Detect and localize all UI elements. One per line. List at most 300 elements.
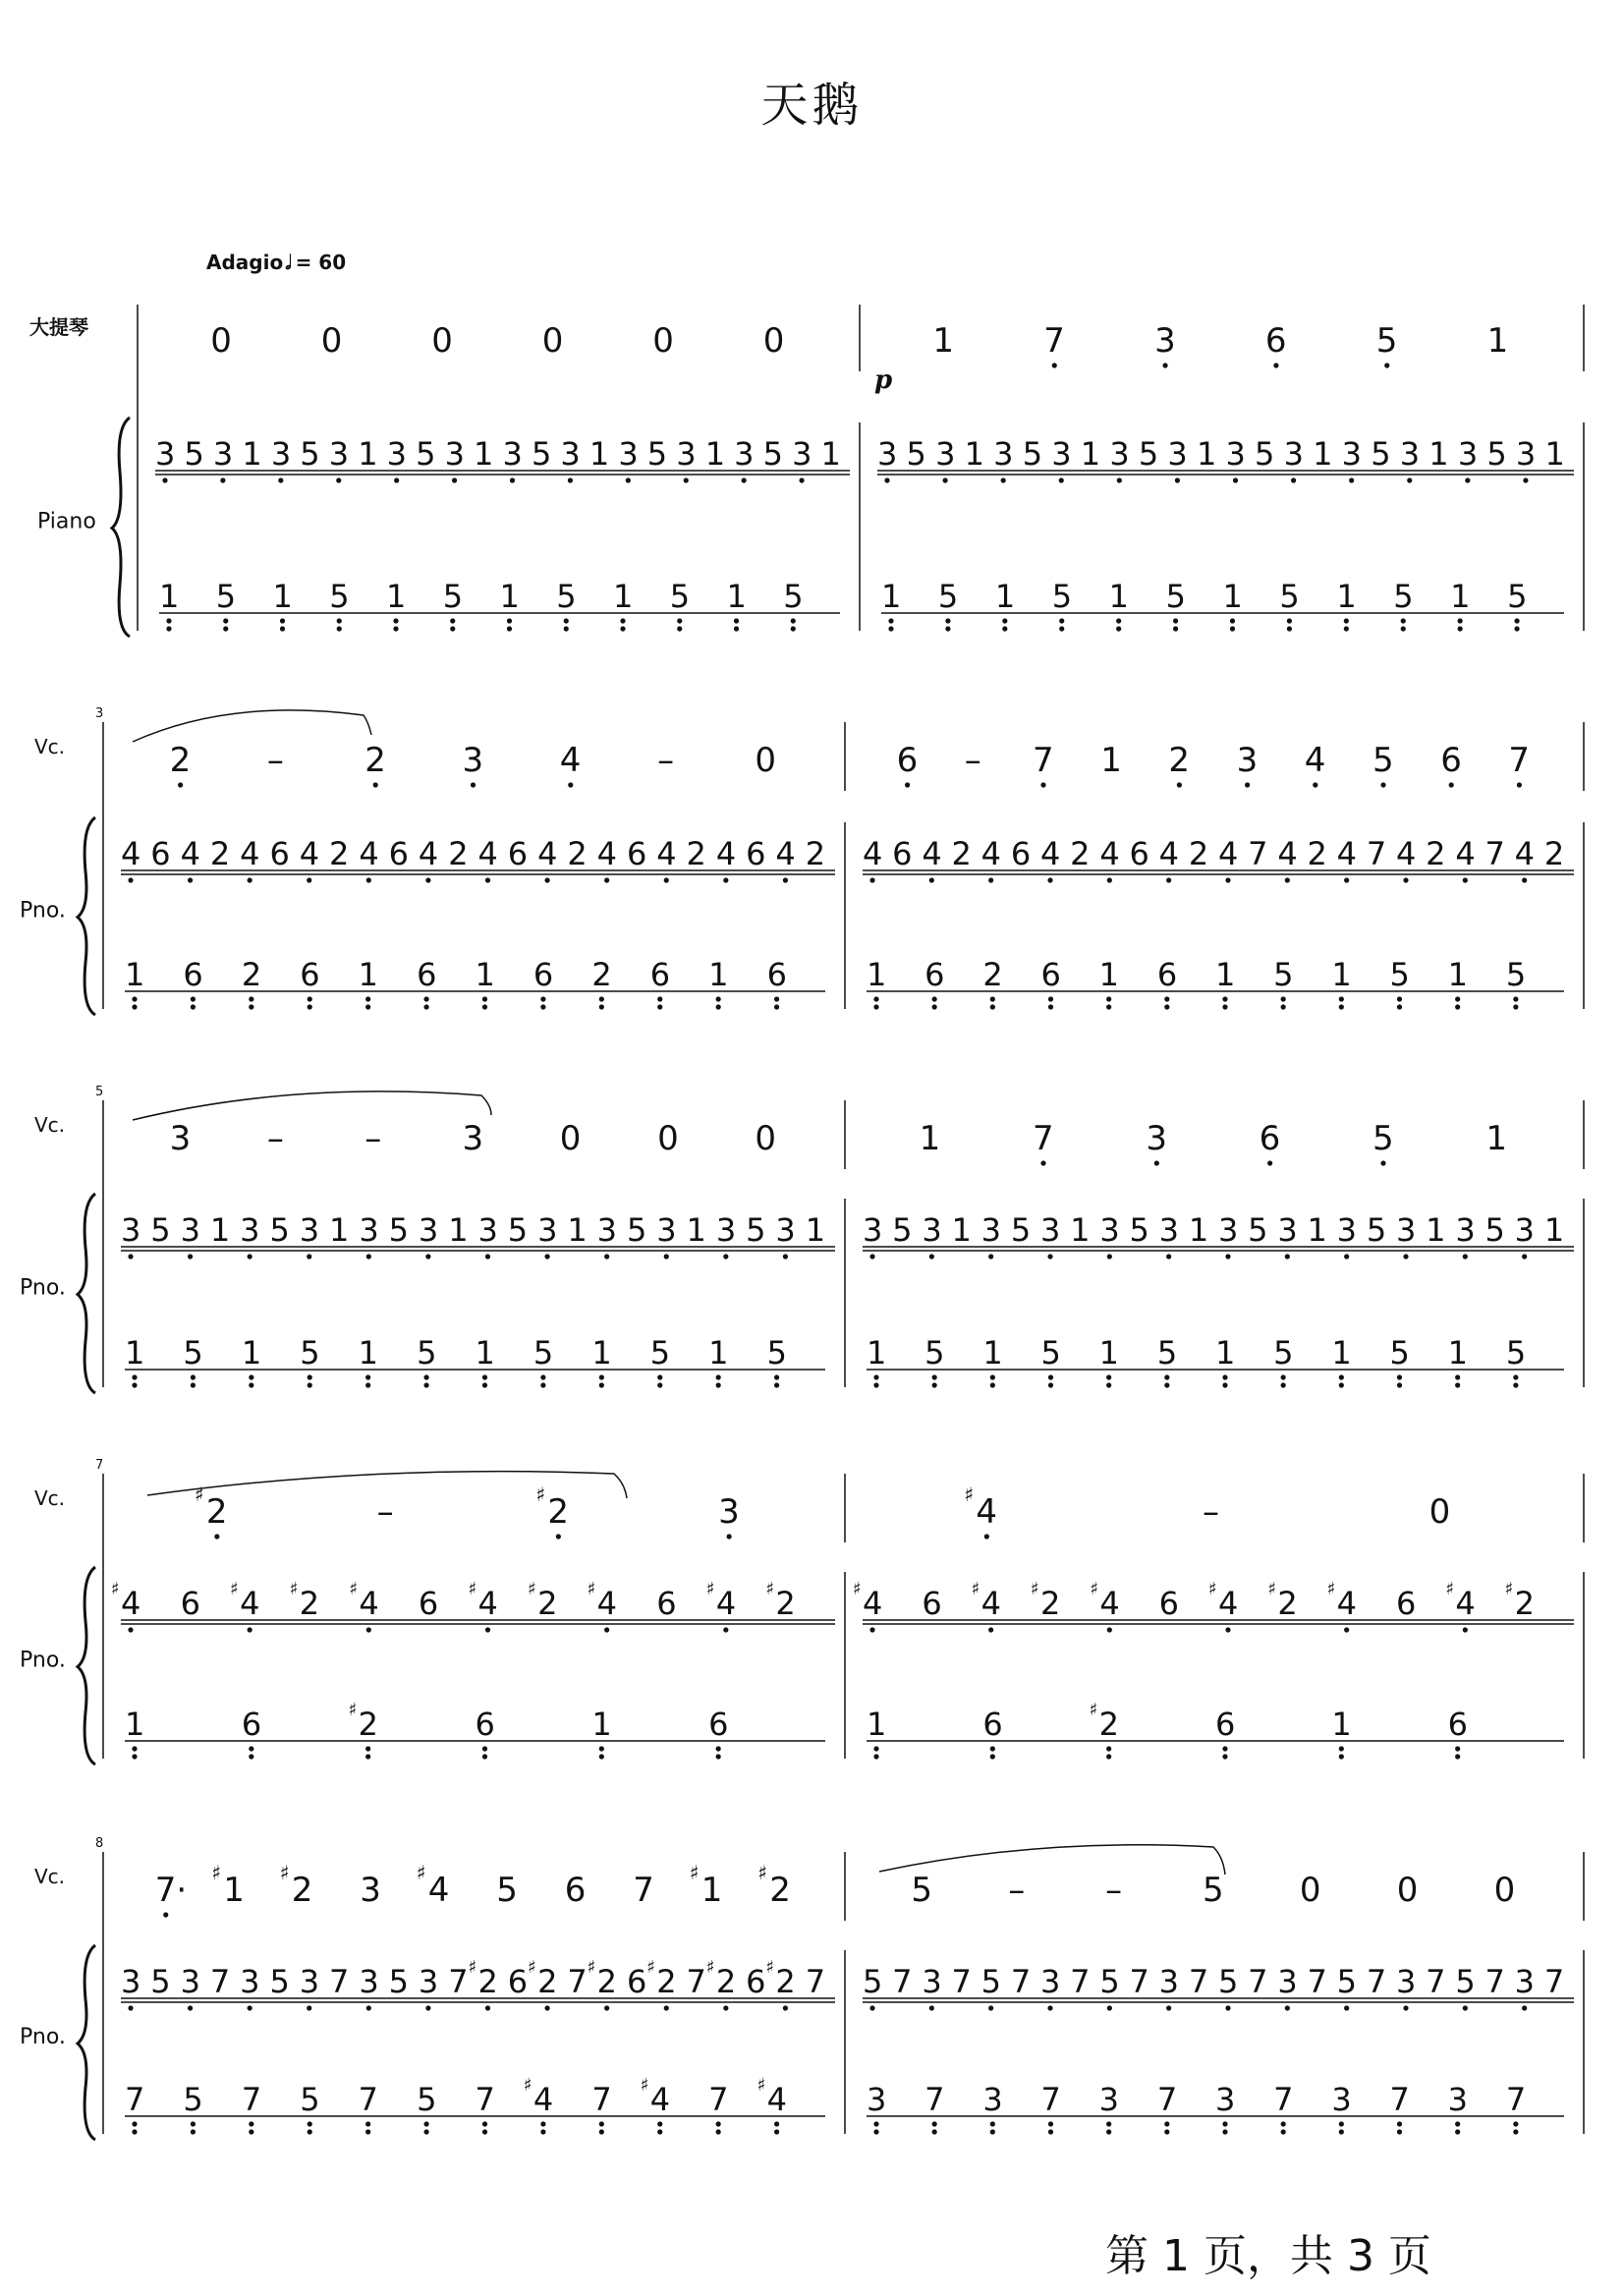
- low-octave-dot: [365, 2121, 370, 2126]
- piano-rh-note: 3: [1099, 1211, 1120, 1249]
- low-octave-dot: [873, 1382, 878, 1387]
- low-octave-dot: [365, 1004, 370, 1009]
- low-octave-dot: [1225, 1627, 1230, 1632]
- piano-rh-note: 7: [1188, 1963, 1209, 2000]
- low-octave-dot: [1401, 618, 1406, 623]
- piano-lh-note: 6: [532, 956, 554, 993]
- piano-rh-note: 2: [686, 835, 706, 872]
- piano-lh-note: 5: [937, 578, 959, 615]
- low-octave-dot: [888, 618, 893, 623]
- low-octave-dot: [540, 2129, 545, 2134]
- piano-rh-note: 6: [1158, 1585, 1180, 1622]
- low-octave-dot: [249, 1382, 253, 1387]
- low-octave-dot: [423, 1004, 428, 1009]
- low-octave-dot: [1463, 1254, 1468, 1259]
- sustain-dash: –: [266, 1119, 284, 1158]
- low-octave-dot: [1116, 626, 1121, 631]
- low-octave-dot: [1281, 2129, 1286, 2134]
- low-octave-dot: [1166, 2005, 1171, 2010]
- piano-rh-note: 4: [1099, 835, 1120, 872]
- low-octave-dot: [485, 2005, 490, 2010]
- low-octave-dot: [482, 1004, 487, 1009]
- piano-lh-note: 1: [499, 578, 520, 615]
- piano-lh-note: 1: [726, 578, 747, 615]
- low-octave-dot: [1162, 363, 1167, 367]
- piano-rh-note: 6: [180, 1585, 200, 1622]
- piano-label: Piano: [37, 509, 96, 534]
- low-octave-dot: [727, 1534, 732, 1539]
- cello-note: 7: [1033, 1119, 1054, 1158]
- piano-rh-note: 3: [1455, 1211, 1476, 1249]
- piano-rh-note: 5: [1138, 435, 1159, 473]
- low-octave-dot: [540, 1004, 545, 1009]
- cello-note: 3: [718, 1492, 740, 1532]
- piano-lh-note: 6: [1156, 956, 1178, 993]
- piano-rh-note: 2: [1543, 835, 1565, 872]
- piano-rh-note: 4: [240, 835, 260, 872]
- piano-rh-note: 5: [1455, 1963, 1476, 2000]
- piano-rh-note: 4: [863, 1585, 883, 1622]
- low-octave-dot: [599, 2129, 604, 2134]
- piano-rh-note: 5: [1484, 1211, 1505, 1249]
- low-octave-dot: [1281, 1382, 1286, 1387]
- piano-rh-note: 1: [951, 1211, 972, 1249]
- piano-rh-note: 5: [1336, 1963, 1358, 2000]
- low-octave-dot: [664, 1254, 669, 1259]
- piano-lh-note: 1: [1108, 578, 1130, 615]
- low-octave-dot: [664, 877, 669, 882]
- piano-rh-note: 6: [746, 835, 766, 872]
- piano-rh-note: 4: [1455, 1585, 1476, 1622]
- low-octave-dot: [450, 618, 455, 623]
- piano-lh-note: 7: [1273, 2081, 1294, 2118]
- low-octave-dot: [248, 1254, 252, 1259]
- piano-lh-note: 5: [556, 578, 577, 615]
- low-octave-dot: [716, 1382, 721, 1387]
- slur: [133, 1092, 491, 1120]
- piano-rh-note: 5: [906, 435, 926, 473]
- cello-note: 4: [427, 1871, 450, 1910]
- low-octave-dot: [716, 1746, 721, 1751]
- piano-rh-note: 3: [1283, 435, 1304, 473]
- low-octave-dot: [657, 1004, 662, 1009]
- piano-lh-note: 1: [1336, 578, 1357, 615]
- piano-rh-note: 6: [746, 1963, 766, 2000]
- piano-lh-note: 7: [1389, 2081, 1410, 2118]
- low-octave-dot: [1285, 877, 1290, 882]
- cello-note: 6: [1264, 321, 1287, 361]
- low-octave-dot: [1455, 2121, 1460, 2126]
- low-octave-dot: [990, 1754, 995, 1759]
- piano-lh-note: 7: [241, 2081, 262, 2118]
- low-octave-dot: [599, 1754, 604, 1759]
- low-octave-dot: [1403, 877, 1408, 882]
- low-octave-dot: [604, 1627, 609, 1632]
- low-octave-dot: [1225, 1254, 1230, 1259]
- sharp-sign: ♯: [468, 1957, 477, 1978]
- piano-rh-note: 3: [299, 1963, 320, 2000]
- low-octave-dot: [988, 1627, 993, 1632]
- low-octave-dot: [1403, 1254, 1408, 1259]
- piano-lh-note: 5: [1156, 1334, 1178, 1371]
- piano-lh-note: 1: [1215, 1334, 1236, 1371]
- piano-rh-note: 2: [567, 835, 588, 872]
- piano-rh-note: 6: [1396, 1585, 1417, 1622]
- low-octave-dot: [599, 1746, 604, 1751]
- piano-rh-note: 4: [359, 1585, 379, 1622]
- low-octave-dot: [1513, 996, 1518, 1001]
- low-octave-dot: [1052, 363, 1057, 367]
- piano-rh-note: 3: [444, 435, 465, 473]
- low-octave-dot: [1407, 477, 1412, 482]
- low-octave-dot: [544, 2005, 549, 2010]
- cello-note: 0: [559, 1119, 582, 1158]
- low-octave-dot: [1267, 1160, 1272, 1165]
- low-octave-dot: [132, 1754, 137, 1759]
- cello-note: 3: [462, 1119, 484, 1158]
- piano-rh-note: 3: [212, 435, 234, 473]
- sustain-dash: –: [1105, 1871, 1123, 1910]
- piano-rh-note: 2: [805, 835, 826, 872]
- piano-lh-note: 3: [1215, 2081, 1236, 2118]
- piano-lh-note: 7: [1505, 2081, 1527, 2118]
- sustain-dash: –: [1008, 1871, 1026, 1910]
- low-octave-dot: [1349, 477, 1354, 482]
- piano-rh-note: 3: [734, 435, 755, 473]
- low-octave-dot: [1344, 2005, 1349, 2010]
- low-octave-dot: [657, 2121, 662, 2126]
- low-octave-dot: [657, 2129, 662, 2134]
- piano-rh-note: 3: [1514, 1211, 1536, 1249]
- piano-lh-note: 5: [1505, 956, 1527, 993]
- sharp-sign: ♯: [1208, 1579, 1217, 1599]
- low-octave-dot: [132, 996, 137, 1001]
- low-octave-dot: [425, 1254, 430, 1259]
- piano-rh-note: 3: [1341, 435, 1363, 473]
- cello-note: 7: [633, 1871, 654, 1910]
- piano-rh-note: 2: [1188, 835, 1209, 872]
- low-octave-dot: [1059, 618, 1064, 623]
- piano-rh-note: 4: [863, 835, 883, 872]
- piano-rh-note: 3: [155, 435, 176, 473]
- cello-note: 1: [700, 1871, 723, 1910]
- low-octave-dot: [774, 1382, 779, 1387]
- low-octave-dot: [626, 477, 631, 482]
- low-octave-dot: [990, 1004, 995, 1009]
- cello-note: 0: [431, 321, 453, 361]
- piano-label: Pno.: [20, 1275, 66, 1301]
- piano-lh-note: 1: [613, 578, 634, 615]
- low-octave-dot: [990, 2129, 995, 2134]
- low-octave-dot: [604, 877, 609, 882]
- low-octave-dot: [540, 2121, 545, 2126]
- piano-lh-note: 6: [924, 956, 945, 993]
- low-octave-dot: [564, 618, 569, 623]
- piano-lh-note: 5: [1279, 578, 1300, 615]
- low-octave-dot: [1339, 2121, 1344, 2126]
- piano-lh-note: 1: [708, 1334, 729, 1371]
- low-octave-dot: [1230, 618, 1235, 623]
- low-octave-dot: [723, 1627, 728, 1632]
- sharp-sign: ♯: [230, 1579, 239, 1599]
- piano-lh-note: 5: [1389, 1334, 1410, 1371]
- piano-lh-note: 5: [532, 1334, 554, 1371]
- dynamic-marking: p: [874, 365, 893, 395]
- low-octave-dot: [932, 1004, 937, 1009]
- low-octave-dot: [1222, 1754, 1227, 1759]
- cello-note: 1: [223, 1871, 245, 1910]
- piano-lh-note: 1: [1098, 956, 1120, 993]
- low-octave-dot: [1222, 1374, 1227, 1379]
- piano-lh-note: 5: [215, 578, 237, 615]
- piano-lh-note: 1: [125, 956, 145, 993]
- piano-lh-note: 1: [125, 1706, 145, 1743]
- piano-lh-note: 5: [300, 2081, 320, 2118]
- low-octave-dot: [869, 2005, 874, 2010]
- sharp-sign: ♯: [587, 1957, 596, 1978]
- piano-rh-note: 5: [1255, 435, 1275, 473]
- low-octave-dot: [1106, 1382, 1111, 1387]
- low-octave-dot: [1339, 1374, 1344, 1379]
- low-octave-dot: [1403, 2005, 1408, 2010]
- piano-rh-note: 4: [1514, 835, 1536, 872]
- piano-rh-note: 4: [656, 835, 677, 872]
- piano-rh-note: 5: [626, 1211, 647, 1249]
- low-octave-dot: [1522, 1254, 1527, 1259]
- piano-rh-note: 7: [1070, 1963, 1091, 2000]
- piano-rh-note: 2: [537, 1585, 558, 1622]
- piano-rh-note: 3: [560, 435, 581, 473]
- piano-rh-note: 3: [775, 1211, 796, 1249]
- cello-note: 5: [911, 1871, 933, 1910]
- low-octave-dot: [485, 1627, 490, 1632]
- piano-lh-note: 1: [994, 578, 1016, 615]
- low-octave-dot: [774, 1004, 779, 1009]
- low-octave-dot: [1344, 626, 1349, 631]
- piano-lh-note: 3: [1331, 2081, 1352, 2118]
- low-octave-dot: [308, 2121, 312, 2126]
- low-octave-dot: [677, 618, 682, 623]
- low-octave-dot: [510, 477, 515, 482]
- low-octave-dot: [1107, 1627, 1112, 1632]
- low-octave-dot: [1222, 1746, 1227, 1751]
- low-octave-dot: [1397, 1004, 1402, 1009]
- piano-lh-note: 6: [982, 1706, 1003, 1743]
- sustain-dash: –: [1203, 1492, 1219, 1532]
- low-octave-dot: [1225, 2005, 1230, 2010]
- low-octave-dot: [450, 626, 455, 631]
- low-octave-dot: [308, 1004, 312, 1009]
- low-octave-dot: [888, 626, 893, 631]
- piano-rh-note: 2: [775, 1963, 796, 2000]
- low-octave-dot: [162, 477, 167, 482]
- piano-lh-note: 3: [1098, 2081, 1120, 2118]
- low-octave-dot: [783, 877, 788, 882]
- piano-rh-note: 4: [1158, 835, 1180, 872]
- piano-rh-note: 3: [715, 1211, 737, 1249]
- piano-rh-note: 5: [1371, 435, 1391, 473]
- piano-rh-note: 3: [596, 1211, 618, 1249]
- low-octave-dot: [869, 1627, 874, 1632]
- piano-rh-note: 7: [892, 1963, 913, 2000]
- piano-rh-note: 1: [1307, 1211, 1327, 1249]
- low-octave-dot: [791, 626, 796, 631]
- piano-rh-note: 5: [863, 1963, 883, 2000]
- low-octave-dot: [1455, 1382, 1460, 1387]
- low-octave-dot: [1458, 626, 1463, 631]
- low-octave-dot: [1164, 1004, 1169, 1009]
- low-octave-dot: [1344, 1627, 1349, 1632]
- low-octave-dot: [774, 996, 779, 1001]
- piano-lh-note: 1: [1098, 1334, 1120, 1371]
- low-octave-dot: [1517, 782, 1522, 787]
- low-octave-dot: [280, 618, 285, 623]
- piano-rh-note: 5: [1022, 435, 1043, 473]
- piano-rh-note: 5: [269, 1963, 290, 2000]
- piano-rh-note: 5: [1248, 1211, 1268, 1249]
- low-octave-dot: [1465, 477, 1470, 482]
- sharp-sign: ♯: [1267, 1579, 1277, 1599]
- low-octave-dot: [990, 2121, 995, 2126]
- low-octave-dot: [873, 996, 878, 1001]
- low-octave-dot: [1222, 1382, 1227, 1387]
- low-octave-dot: [1522, 2005, 1527, 2010]
- piano-rh-note: 5: [1129, 1211, 1149, 1249]
- low-octave-dot: [932, 1374, 937, 1379]
- cello-note: 1: [1485, 1119, 1507, 1158]
- piano-rh-note: 5: [507, 1211, 529, 1249]
- piano-rh-note: 5: [531, 435, 552, 473]
- piano-rh-note: 3: [1514, 1963, 1536, 2000]
- piano-lh-note: 1: [1222, 578, 1243, 615]
- tempo-text: Adagio: [206, 251, 284, 274]
- low-octave-dot: [166, 626, 171, 631]
- sharp-sign: ♯: [1090, 1579, 1099, 1599]
- low-octave-dot: [394, 477, 399, 482]
- piano-rh-note: 1: [448, 1211, 469, 1249]
- cello-note: 2: [291, 1871, 313, 1910]
- low-octave-dot: [929, 2005, 934, 2010]
- piano-lh-note: 6: [417, 956, 437, 993]
- low-octave-dot: [1164, 996, 1169, 1001]
- low-octave-dot: [723, 1254, 728, 1259]
- low-octave-dot: [1513, 2121, 1518, 2126]
- piano-rh-note: 3: [1457, 435, 1479, 473]
- sharp-sign: ♯: [523, 2075, 532, 2096]
- low-octave-dot: [128, 1254, 133, 1259]
- piano-rh-note: 2: [477, 1963, 498, 2000]
- low-octave-dot: [1048, 1004, 1053, 1009]
- piano-rh-note: 5: [388, 1963, 409, 2000]
- piano-rh-note: 4: [980, 835, 1002, 872]
- cello-note: 2: [547, 1492, 570, 1532]
- cello-note: 7·: [154, 1871, 188, 1910]
- low-octave-dot: [1059, 477, 1064, 482]
- piano-rh-note: 2: [537, 1963, 558, 2000]
- low-octave-dot: [932, 2129, 937, 2134]
- low-octave-dot: [1047, 1254, 1052, 1259]
- piano-lh-note: 7: [125, 2081, 145, 2118]
- piano-lh-note: 1: [591, 1334, 612, 1371]
- piano-lh-note: 5: [1040, 1334, 1061, 1371]
- piano-brace: [112, 418, 130, 637]
- low-octave-dot: [482, 1374, 487, 1379]
- piano-rh-note: 1: [964, 435, 984, 473]
- low-octave-dot: [249, 2121, 253, 2126]
- piano-lh-note: 5: [1389, 956, 1410, 993]
- piano-label: Pno.: [20, 898, 66, 924]
- piano-rh-note: 3: [240, 1963, 260, 2000]
- sustain-dash: –: [964, 741, 981, 780]
- cello-note: 6: [564, 1871, 587, 1910]
- piano-rh-note: 4: [180, 835, 200, 872]
- piano-rh-note: 6: [626, 835, 647, 872]
- low-octave-dot: [373, 782, 378, 787]
- piano-rh-note: 3: [270, 435, 292, 473]
- low-octave-dot: [540, 1382, 545, 1387]
- piano-lh-note: 2: [358, 1706, 379, 1743]
- low-octave-dot: [1281, 1374, 1286, 1379]
- measure-number: 5: [95, 1085, 104, 1099]
- low-octave-dot: [657, 1374, 662, 1379]
- piano-rh-note: 4: [1218, 835, 1239, 872]
- piano-rh-note: 5: [388, 1211, 409, 1249]
- low-octave-dot: [1106, 1004, 1111, 1009]
- piano-rh-note: 4: [1277, 835, 1298, 872]
- low-octave-dot: [540, 1374, 545, 1379]
- cello-note: 0: [210, 321, 232, 361]
- low-octave-dot: [1339, 2129, 1344, 2134]
- low-octave-dot: [1522, 877, 1527, 882]
- cello-note: 0: [755, 1119, 776, 1158]
- tempo-value: = 60: [295, 251, 347, 274]
- piano-rh-note: 4: [596, 1585, 618, 1622]
- piano-lh-note: 1: [241, 1334, 262, 1371]
- low-octave-dot: [1002, 618, 1007, 623]
- low-octave-dot: [799, 477, 804, 482]
- low-octave-dot: [1245, 782, 1250, 787]
- low-octave-dot: [166, 618, 171, 623]
- low-octave-dot: [223, 618, 228, 623]
- piano-rh-note: 3: [676, 435, 697, 473]
- piano-rh-note: 3: [299, 1211, 320, 1249]
- piano-lh-note: 5: [183, 1334, 203, 1371]
- piano-lh-note: 7: [1156, 2081, 1178, 2118]
- low-octave-dot: [1384, 363, 1389, 367]
- piano-rh-note: 2: [775, 1585, 796, 1622]
- slur: [133, 710, 371, 742]
- piano-rh-note: 3: [980, 1211, 1002, 1249]
- piano-lh-note: 7: [924, 2081, 945, 2118]
- low-octave-dot: [1514, 618, 1519, 623]
- low-octave-dot: [249, 1754, 253, 1759]
- cello-note: 0: [1299, 1871, 1321, 1910]
- piano-rh-note: 2: [1040, 1585, 1061, 1622]
- sharp-sign: ♯: [1031, 1579, 1039, 1599]
- piano-lh-note: 1: [881, 578, 902, 615]
- low-octave-dot: [128, 877, 133, 882]
- measure-number: 8: [95, 1836, 104, 1851]
- piano-lh-note: 1: [867, 956, 887, 993]
- low-octave-dot: [1233, 477, 1238, 482]
- low-octave-dot: [423, 2129, 428, 2134]
- sharp-sign: ♯: [689, 1861, 700, 1884]
- cello-note: 2: [364, 741, 386, 780]
- low-octave-dot: [191, 1374, 196, 1379]
- piano-lh-note: 1: [867, 1706, 887, 1743]
- piano-lh-note: 4: [766, 2081, 787, 2118]
- cello-label: Vc.: [34, 1113, 66, 1137]
